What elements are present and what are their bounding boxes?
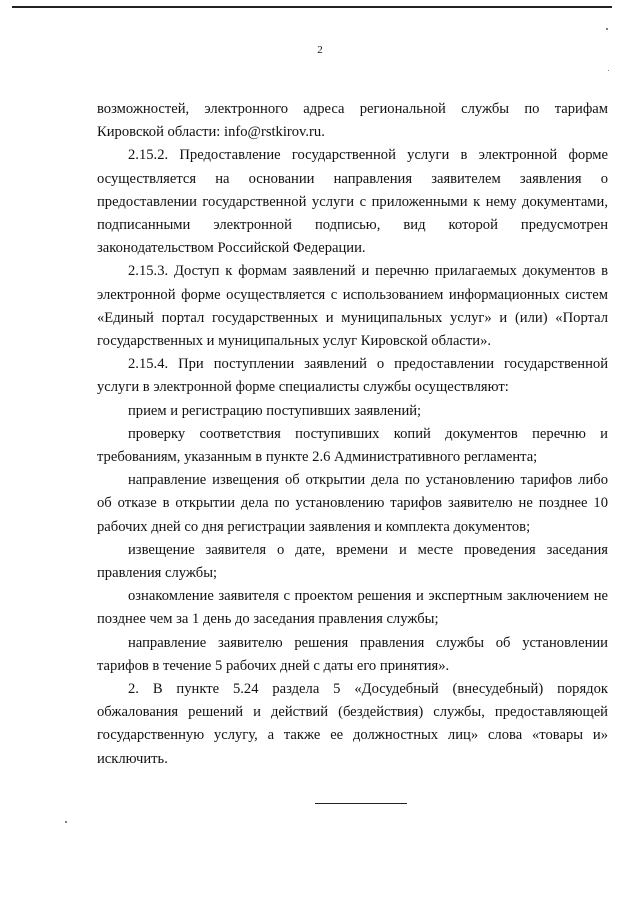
top-border-line xyxy=(12,6,612,8)
paragraph-2-15-4: 2.15.4. При поступлении заявлений о предоставлении государственной услуги в электронной форме специалисты службы осуществляют: xyxy=(97,356,608,396)
list-item-notice-of-case: направление извещения об открытии дела по установлению тарифов либо об отказе в открытии дела по установлению тарифов заявителю не позднее 10 рабочих дней со дня регистрации заявления и комплекта документов; xyxy=(97,472,608,535)
paragraph-2-15-3: 2.15.3. Доступ к формам заявлений и перечню прилагаемых документов в электронной форме осуществляется с использованием информационных систем «Единый портал государственных и муниципальных услуг» и (или) «Портал государственных и муниципальных услуг Кировской области». xyxy=(97,263,608,350)
end-separator-line xyxy=(315,803,407,804)
scan-speck xyxy=(606,28,608,30)
list-item-draft-review: ознакомление заявителя с проектом решения и экспертным заключением не позднее чем за 1 день до заседания правления службы; xyxy=(97,588,608,628)
paragraph-2-15-2: 2.15.2. Предоставление государственной услуги в электронной форме осуществляется на основании направления заявителем заявления о предоставлении государственной услуги с приложенными к нему документами, подписанными электронной подписью, вид которой предусмотрен законодательством Российской Федерации. xyxy=(97,147,608,257)
scan-speck xyxy=(65,821,67,823)
list-item-verification: проверку соответствия поступивших копий документов перечню и требованиям, указанным в пункте 2.6 Административного регламента; xyxy=(97,425,608,466)
scan-speck xyxy=(608,70,609,71)
list-item-reception: прием и регистрацию поступивших заявлений; xyxy=(128,402,422,419)
document-body xyxy=(97,98,608,771)
list-item-decision-delivery: направление заявителю решения правления службы об установлении тарифов в течение 5 рабочих дней с даты его принятия». xyxy=(97,634,608,674)
paragraph-item-2: 2. В пункте 5.24 раздела 5 «Досудебный (внесудебный) порядок обжалования решений и действий (бездействия) службы, предоставляющей государственную услугу, а также ее должностных лиц» слова «товары и» исключить. xyxy=(97,681,608,767)
paragraph-continuation: возможностей, электронного адреса региональной службы по тарифам Кировской области: info@rstkirov.ru. xyxy=(97,101,608,141)
list-item-meeting-notice: извещение заявителя о дате, времени и месте проведения заседания правления службы; xyxy=(97,541,608,582)
page-number: 2 xyxy=(317,44,323,56)
